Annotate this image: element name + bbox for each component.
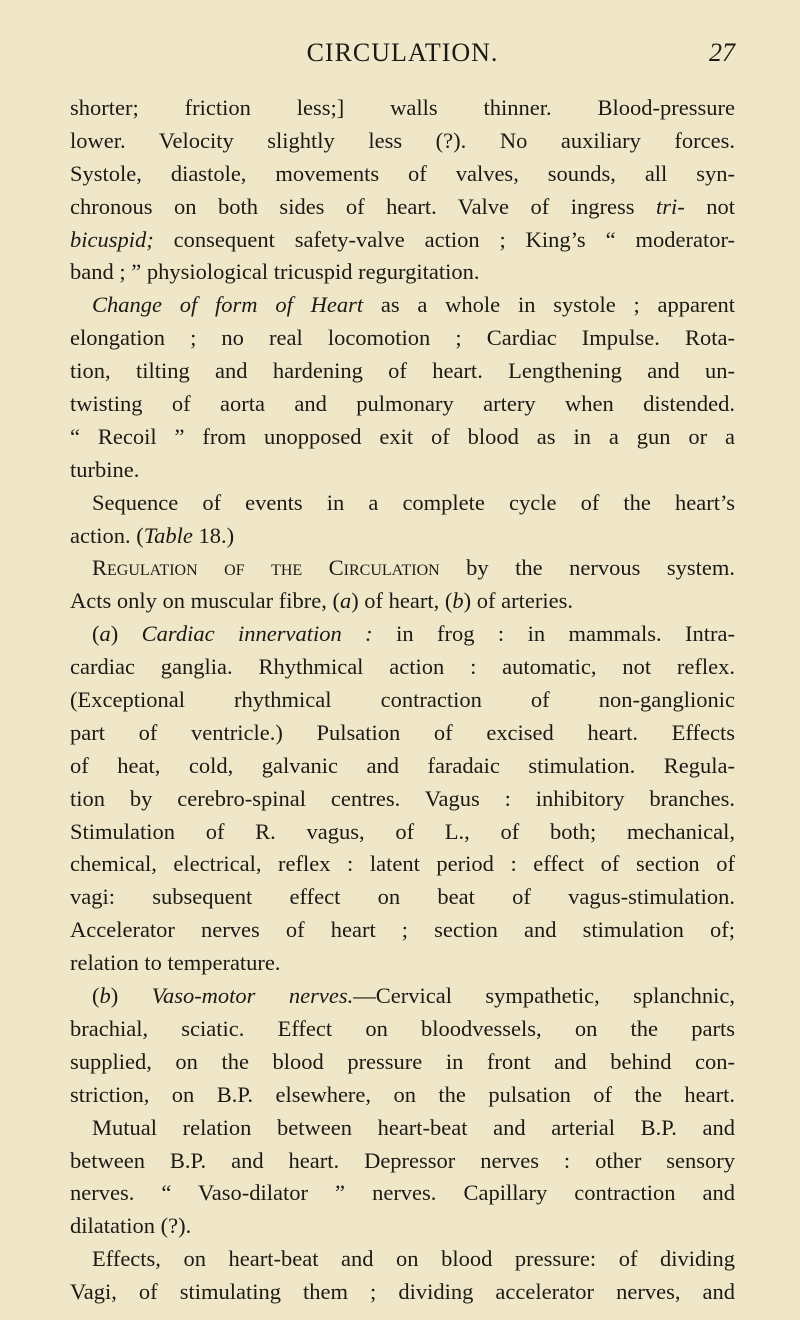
text-line	[70, 1013, 735, 1046]
text-span: (	[92, 983, 100, 1009]
text-span: “ Recoil ” from unopposed exit of blood as in a gun or a	[70, 423, 735, 449]
italic-text: Change of form of Heart	[92, 292, 364, 318]
text-span: —Cervical sympathetic, splanchnic,	[353, 983, 736, 1009]
text-span: nerves. “ Vaso-dilator ” nerves. Capillary contraction and	[70, 1180, 735, 1206]
text-span: (	[92, 621, 100, 647]
text-span: in frog : in mammals. Intra-	[372, 621, 735, 647]
text-span: (Exceptional rhythmical contraction of non-ganglionic	[70, 687, 735, 713]
text-line	[70, 1276, 735, 1309]
text-span: turbine.	[70, 456, 140, 482]
text-span: 18.)	[192, 522, 235, 548]
text-line	[70, 421, 735, 454]
text-span: Sequence of events in a complete cycle of the heart’s	[92, 489, 735, 515]
text-line	[70, 717, 735, 750]
text-span: striction, on B.P. elsewhere, on the pulsation of the heart.	[70, 1081, 735, 1107]
text-line	[70, 1046, 735, 1079]
text-line	[70, 552, 735, 585]
text-line	[70, 651, 735, 684]
italic-text: Vaso-motor nerves.	[151, 983, 354, 1009]
italic-text: a	[99, 621, 111, 647]
text-line	[70, 947, 735, 980]
text-line	[70, 92, 735, 125]
small-caps-heading: Regulation of the Circulation	[92, 555, 440, 581]
running-head	[70, 38, 735, 68]
italic-text: tri-	[655, 193, 685, 219]
text-line	[70, 322, 735, 355]
text-span: tion by cerebro-spinal centres. Vagus : inhibitory branches.	[70, 785, 735, 811]
text-span: cardiac ganglia. Rhythmical action : automatic, not reflex.	[70, 654, 735, 680]
text-line	[70, 125, 735, 158]
text-line	[70, 848, 735, 881]
text-line	[70, 1112, 735, 1145]
text-line	[70, 1210, 735, 1243]
text-span: vagi: subsequent effect on beat of vagus-stimulation.	[70, 884, 735, 910]
text-span: twisting of aorta and pulmonary artery when distended.	[70, 391, 735, 417]
text-span: band ; ” physiological tricuspid regurgitation.	[70, 259, 480, 285]
text-span: ) of arteries.	[463, 588, 573, 614]
text-span: of heat, cold, galvanic and faradaic stimulation. Regula-	[70, 752, 735, 778]
italic-text: Cardiac innervation :	[141, 621, 373, 647]
text-span: consequent safety-valve action ; King’s “ moderator-	[153, 226, 735, 252]
text-line	[70, 355, 735, 388]
text-span: Stimulation of R. vagus, of L., of both; mechanical,	[70, 818, 735, 844]
text-span: Effects, on heart-beat and on blood pressure: of dividing	[92, 1246, 735, 1272]
text-span: Mutual relation between heart-beat and arterial B.P. and	[92, 1114, 735, 1140]
text-line	[70, 1079, 735, 1112]
text-span: )	[110, 983, 152, 1009]
text-span: not	[684, 193, 735, 219]
text-span: shorter; friction less;] walls thinner. Blood-pressure	[70, 95, 735, 120]
body-text	[70, 92, 735, 1309]
text-line	[70, 256, 735, 289]
text-line	[70, 289, 735, 322]
text-line	[70, 750, 735, 783]
text-span: Acts only on muscular fibre, (	[70, 588, 340, 614]
text-span: ) of heart, (	[351, 588, 453, 614]
text-span: dilatation (?).	[70, 1213, 192, 1239]
text-span: part of ventricle.) Pulsation of excised heart. Effects	[70, 719, 735, 745]
text-line	[70, 1145, 735, 1178]
text-line	[70, 388, 735, 421]
text-line	[70, 487, 735, 520]
page-title: CIRCULATION.	[306, 38, 499, 67]
text-span: between B.P. and heart. Depressor nerves : other sensory	[70, 1147, 735, 1173]
text-span: relation to temperature.	[70, 950, 281, 976]
text-span: by the nervous system.	[439, 555, 735, 581]
italic-text: bicuspid;	[70, 226, 154, 252]
text-span: Vagi, of stimulating them ; dividing accelerator nerves, and	[70, 1279, 735, 1305]
text-span: chemical, electrical, reflex : latent period : effect of section of	[70, 851, 735, 877]
text-line	[70, 1243, 735, 1276]
text-span: lower. Velocity slightly less (?). No auxiliary forces.	[70, 127, 735, 153]
text-span: action. (	[70, 522, 144, 548]
text-span: as a whole in systole ; apparent	[363, 292, 735, 318]
text-span: brachial, sciatic. Effect on bloodvessels, on the parts	[70, 1015, 735, 1041]
text-line	[70, 585, 735, 618]
text-span: supplied, on the blood pressure in front and behind con-	[70, 1048, 735, 1074]
text-span: Systole, diastole, movements of valves, sounds, all syn-	[70, 160, 735, 186]
text-span: )	[110, 621, 142, 647]
text-line	[70, 158, 735, 191]
italic-text: b	[99, 983, 111, 1009]
italic-text: b	[452, 588, 464, 614]
text-line	[70, 914, 735, 947]
text-line	[70, 783, 735, 816]
text-span: tion, tilting and hardening of heart. Lengthening and un-	[70, 358, 735, 384]
text-line	[70, 520, 735, 553]
text-line	[70, 224, 735, 257]
text-line	[70, 816, 735, 849]
text-line	[70, 191, 735, 224]
text-span: Accelerator nerves of heart ; section and stimulation of;	[70, 917, 735, 943]
text-span: elongation ; no real locomotion ; Cardiac Impulse. Rota-	[70, 325, 735, 351]
page-number: 27	[709, 38, 735, 67]
text-line	[70, 454, 735, 487]
text-line	[70, 980, 735, 1013]
italic-text: Table	[143, 522, 193, 548]
text-line	[70, 618, 735, 651]
text-span: chronous on both sides of heart. Valve of ingress	[70, 193, 656, 219]
text-line	[70, 881, 735, 914]
italic-text: a	[339, 588, 352, 614]
text-line	[70, 684, 735, 717]
text-line	[70, 1177, 735, 1210]
